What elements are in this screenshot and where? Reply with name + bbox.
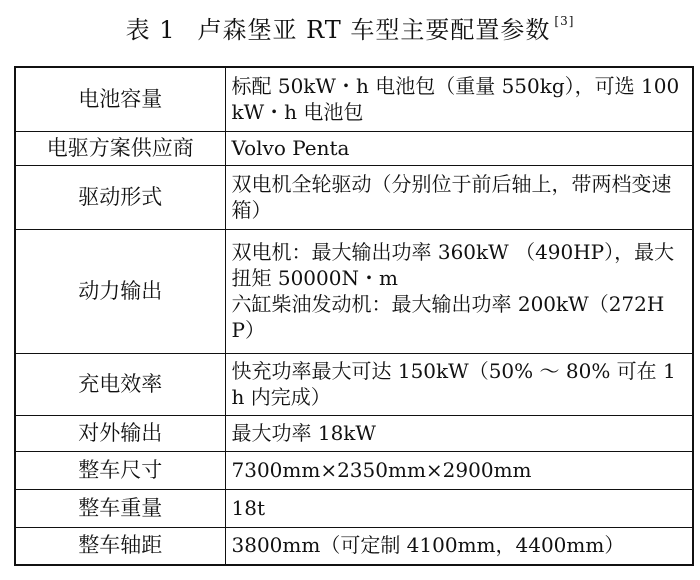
row-value [225,353,693,415]
row-label: 充电效率 [15,353,225,415]
spec-table [14,66,694,566]
table-title: 卢森堡亚 RT 车型主要配置参数 [197,16,551,44]
value-line: 最大功率 18kW [231,420,376,445]
table-row-drive-type [15,165,693,229]
row-value [225,67,693,131]
row-label: 整车轴距 [15,527,225,565]
value-line: 7300mm×2350mm×2900mm [231,457,532,482]
value-line: 六缸柴油发动机：最大输出功率 200kW（272HP） [231,291,665,342]
row-label: 电池容量 [15,67,225,131]
value-line: 快充功率最大可达 150kW（50% ～ 80% 可在 1h 内完成） [231,358,676,409]
table-caption [0,8,700,47]
table-row-wheelbase [15,527,693,565]
row-label: 整车尺寸 [15,451,225,489]
table-row-vehicle-weight [15,489,693,527]
value-line: 双电机全轮驱动（分别位于前后轴上，带两档变速箱） [231,171,672,222]
value-line: 3800mm（可定制 4100mm，4400mm） [231,533,625,558]
table-row-external-output [15,415,693,451]
row-label: 整车重量 [15,489,225,527]
row-value [225,451,693,489]
row-value [225,527,693,565]
table-row-drive-supplier [15,131,693,165]
value-line: 双电机：最大输出功率 360kW （490HP），最大扭矩 50000N・m [231,239,675,290]
row-value [225,165,693,229]
table-row-battery-capacity [15,67,693,131]
value-line: Volvo Penta [231,135,350,160]
table-number: 表 1 [125,16,176,44]
row-value [225,489,693,527]
row-label: 驱动形式 [15,165,225,229]
table-row-charging-efficiency [15,353,693,415]
row-label: 电驱方案供应商 [15,131,225,165]
table-row-vehicle-size [15,451,693,489]
table-row-power-output [15,229,693,353]
row-value [225,229,693,353]
value-line: 18t [231,495,265,520]
row-label: 动力输出 [15,229,225,353]
reference-mark: [3] [554,14,575,28]
row-value [225,131,693,165]
value-line: 标配 50kW・h 电池包（重量 550kg），可选 100kW・h 电池包 [231,73,680,124]
row-label: 对外输出 [15,415,225,451]
row-value [225,415,693,451]
